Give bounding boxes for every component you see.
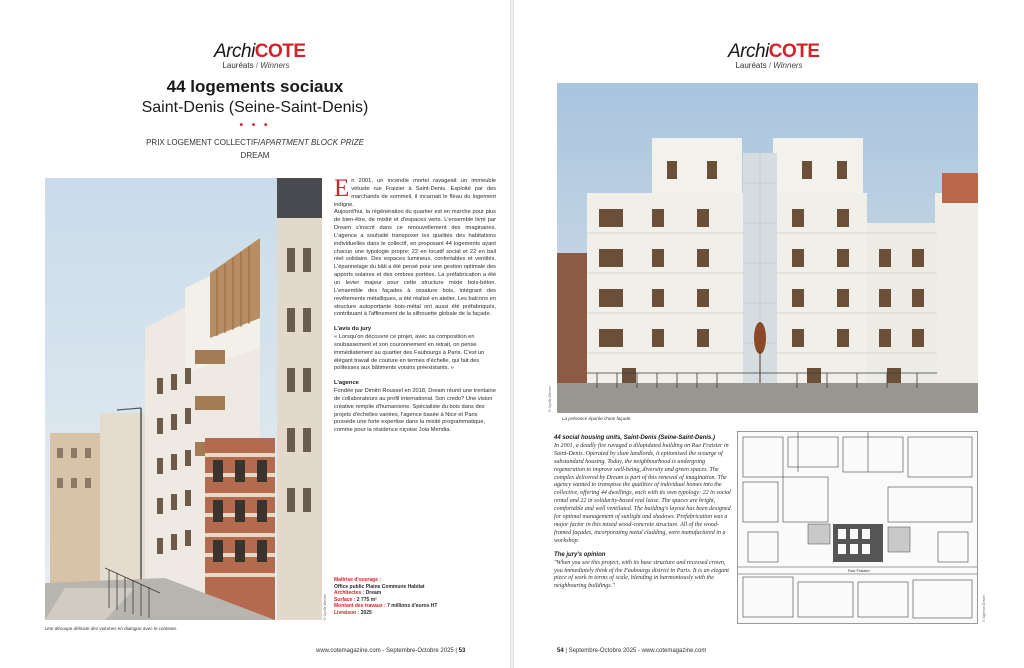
page-title: 44 logements sociaux (166, 77, 344, 96)
logo-part-cote: COTE (768, 41, 820, 62)
prize-en: APARTMENT BLOCK PRIZE (260, 138, 364, 147)
title-dots: • • • (239, 120, 271, 131)
logo-separator: / (255, 61, 259, 70)
credit-row (334, 590, 504, 597)
logo-part-archi: Archi (728, 41, 769, 62)
credit-row (334, 597, 504, 604)
logo-winners: Winners (773, 61, 803, 70)
agency-text: Fondée par Dimitri Roussel en 2018, Dream réunit une trentaine de collaborateurs au profil international. Son credo? Une vision créative remplie d'humanisme. Spécialiste du bois dans des projets d'échelles variées, l'agence basée à Nice et Paris possède une forte expertise dans la mixité programmatique, comme pour la résidence niçoise Joia Meridia. (334, 388, 496, 434)
drop-cap: E (334, 175, 350, 202)
credit-value-cost: 7 millions d'euros HT (387, 603, 438, 610)
english-jury-text: "When you see this project, with its base structure and recessed crown, you immediately think of the Faubourgs district in Paris. It is an elegant piece of work in terms of scale, blending in harmoniously with the neighbouring buildings." (554, 559, 729, 590)
english-body: In 2001, a deadly fire ravaged a dilapidated building on Rue Fraizier in Saint-Denis. Operated by slum landlords, it epitomised the scourge of substandard housing. Today, the neighbourhood is undergoing regeneration to improve well-being, diversity and green spaces. The complex delivered by Dream is part of this renewal of imagination. The agency wanted to transpose the qualities of individual homes into the collective, offering 44 dwellings, each with its own typology: 22 in social rental and 22 in solidarity-based real lease. The spaces are bright, comfortable and well ventilated. The building's layout has been designed for optimal management of sunlight and shadows. Prefabrication was a major factor in this mixed wood-concrete structure. All of the wood-framed façades, incorporating metal cladding, were manufactured in a workshop. (554, 442, 731, 544)
footer-date-right: | Septembre-Octobre 2025 - (565, 648, 640, 654)
credit-value-architects: Dream (365, 590, 382, 597)
logo-laureats: Lauréats (735, 61, 767, 70)
page-number-right: 54 (557, 648, 564, 654)
footer-site-link[interactable]: www.cotemagazine.com (316, 648, 381, 654)
credit-value-client: Office public Plaine Commune Habitat (334, 583, 425, 590)
right-footer (557, 648, 706, 654)
credit-label-client: Maîtrise d'ouvrage : (334, 577, 382, 583)
article-paragraph: Aujourd'hui, la régénération du quartier est en marche pour plus de bien-être, de mixité et d'espaces verts. L'ensemble livré par Dream s'inscrit dans ce renouvellement des imaginaires. L'agence a souhaité transposer les qualités des habitations individuelles dans le collectif, en proposant 44 logements ayant chacun une typologie propre: 22 en locatif social et 22 en bail réel solidaire. Des espaces lumineux, confortables et ventilés. L'épannelage du bâti a été pensé pour une gestion optimale des apports solaires et des ombres portées. La préfabrication a été un levier majeur pour cette structure mixte bois-béton. L'ensemble des façades à ossature bois, intégrant des revêtements métalliques, a été réalisé en atelier. Les balcons en structure autoportante bois-métal ont aussi été préfabriqués, contribuant à l'affinement de la silhouette globale de la façade. (334, 209, 496, 318)
archicote-logo (214, 42, 306, 61)
logo-subtitle (206, 61, 306, 70)
right-photo-credit: © Cyrille Weiner (548, 386, 552, 412)
left-photo-credit: © Cyrille Weiner (323, 594, 327, 620)
right-photo-caption: La présence épurée d'une façade. (562, 416, 632, 421)
english-heading: 44 social housing units, Saint-Denis (Seine-Saint-Denis.) (554, 435, 716, 441)
logo-winners: Winners (260, 61, 290, 70)
english-jury-heading: The jury's opinion (554, 551, 606, 558)
credit-label-delivery: Livraison : (334, 609, 360, 616)
plan-credit: © Agence Dream (982, 594, 986, 622)
site-plan-drawing (738, 432, 977, 623)
prize-fr: PRIX LOGEMENT COLLECTIF (146, 138, 258, 147)
jury-text: « Lorsqu'on découvre ce projet, avec sa composition en soubassement et son couronnement en retrait, on pense immédiatement au quartier des Faubourgs à Paris. C'est un élégant travail de couture en termes d'échelle, qui fait des politesses aux bâtiments voisins préexistants. » (334, 334, 485, 372)
page-number: 53 (458, 648, 466, 654)
logo-laureats: Lauréats (222, 61, 254, 70)
agency-heading: L'agence (334, 380, 359, 387)
logo-part-archi: Archi (214, 41, 255, 62)
article-intro: n 2001, un incendie mortel ravageait un immeuble vétuste rue Fraizier à Saint-Denis. Exploité par des marchands de sommeil, il incarnait le fléau du logement indigne. (334, 178, 496, 208)
prize-line (90, 138, 420, 147)
footer-date: - Septembre-Octobre 2025 | (382, 648, 457, 654)
credit-value-surface: 2 775 m² (356, 596, 377, 603)
credit-row (334, 603, 504, 610)
english-article (554, 435, 732, 591)
credit-label-surface: Surface : (334, 596, 356, 603)
building-street-illustration (45, 178, 322, 620)
article-body (334, 175, 496, 435)
credit-label-architects: Architectes : (334, 590, 365, 597)
credit-value-delivery: 2025 (360, 609, 372, 616)
logo-separator: / (768, 61, 772, 70)
credit-label-cost: Montant des travaux : (334, 603, 386, 610)
site-plan (737, 431, 978, 624)
building-facade-photo (557, 83, 978, 413)
left-photo-caption: Une découpe délicate des volumes en dialogue avec le contexte. (45, 626, 178, 631)
logo-subtitle-right (719, 61, 819, 70)
credit-row (334, 577, 504, 590)
building-street-photo (45, 178, 322, 620)
archicote-logo-right (728, 42, 820, 61)
left-page (0, 0, 510, 668)
credit-row (334, 610, 504, 617)
footer-site-link-right[interactable]: www.cotemagazine.com (641, 648, 707, 654)
plan-street-label: Rue Fraizier (848, 568, 870, 573)
agency-name: DREAM (240, 151, 270, 160)
project-credits (334, 577, 504, 617)
logo-part-cote: COTE (254, 41, 306, 62)
page-subtitle: Saint-Denis (Seine-Saint-Denis) (141, 99, 369, 116)
prize-separator: / (257, 138, 261, 147)
jury-heading: L'avis du jury (334, 326, 372, 333)
building-facade-illustration (557, 83, 978, 413)
left-footer (316, 648, 465, 654)
